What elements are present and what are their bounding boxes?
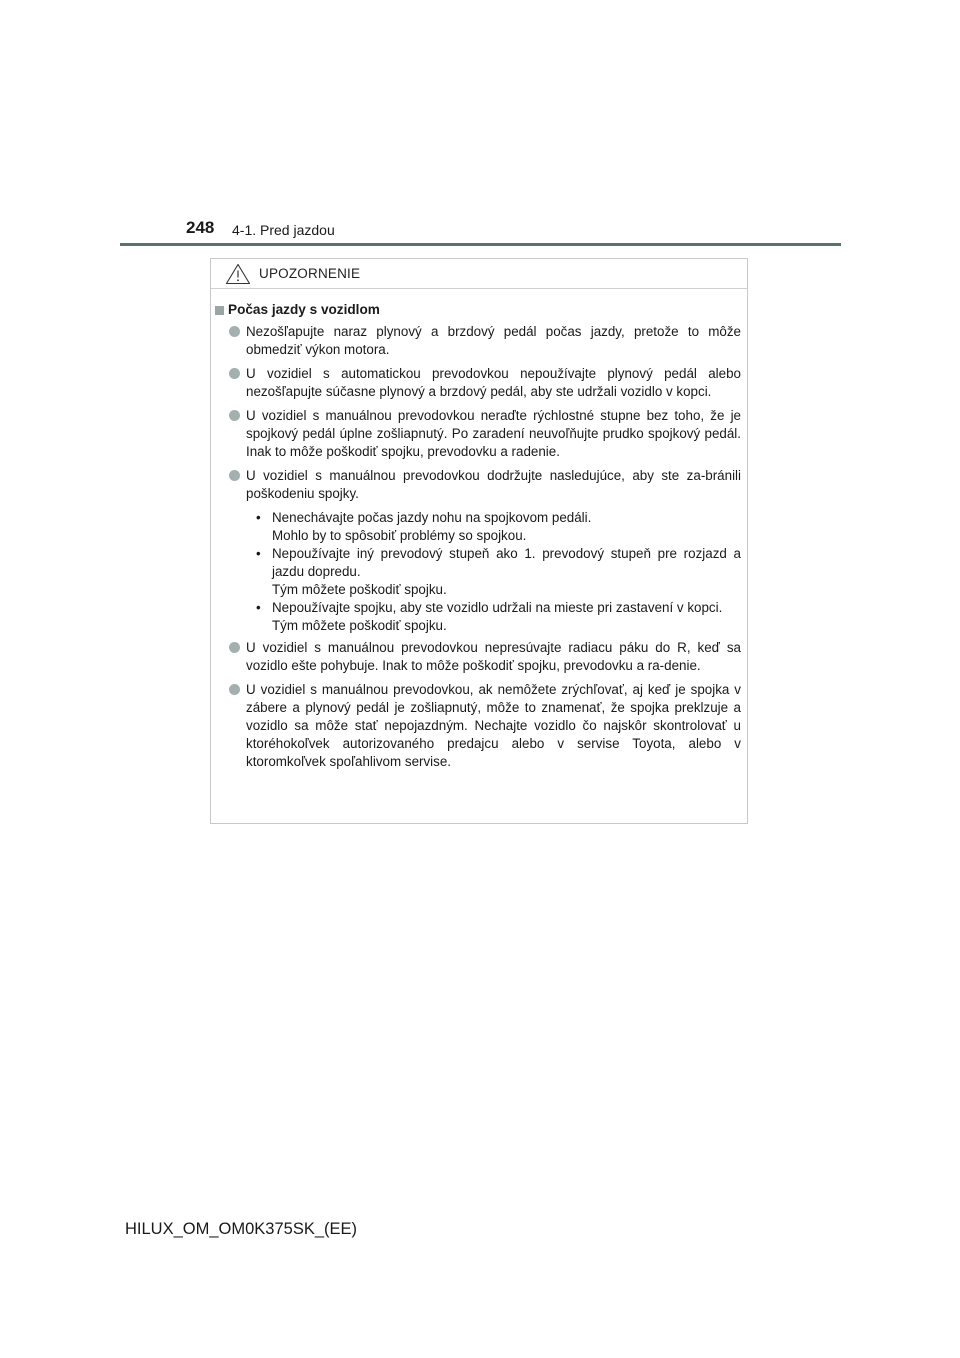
sub-item-note: Tým môžete poškodiť spojku.	[272, 582, 447, 597]
sub-item-note: Tým môžete poškodiť spojku.	[272, 618, 447, 633]
sub-list-item	[256, 545, 741, 599]
sub-list-item	[256, 509, 741, 545]
warning-header	[211, 259, 747, 289]
list-item-text: U vozidiel s manuálnou prevodovkou neraďte rýchlostné stupne bez toho, že je spojkový pedál úplne zošliapnutý. Po zaradení neuvoľňujte prudko spojkový pedál. Inak to môže poškodiť spojku, prevodovku a radenie.	[246, 408, 741, 459]
warning-heading-text: Počas jazdy s vozidlom	[228, 302, 380, 317]
sub-item-text: Nepoužívajte spojku, aby ste vozidlo udržali na mieste pri zastavení v kopci.	[272, 600, 723, 615]
list-item	[215, 407, 741, 461]
warning-label: UPOZORNENIE	[259, 266, 361, 281]
sub-bullet-icon: •	[256, 546, 261, 561]
list-item	[215, 323, 741, 359]
warning-box	[210, 258, 748, 824]
list-item-text: U vozidiel s manuálnou prevodovkou dodržujte nasledujúce, aby ste za-bránili poškodeniu spojky.	[246, 468, 741, 501]
header-rule	[120, 243, 841, 246]
warning-heading	[215, 301, 741, 319]
sub-bullet-icon: •	[256, 600, 261, 615]
bullet-dot-icon	[229, 684, 240, 695]
sub-item-note: Mohlo by to spôsobiť problémy so spojkou.	[272, 528, 527, 543]
bullet-dot-icon	[229, 410, 240, 421]
warning-triangle-icon	[225, 263, 251, 285]
list-item	[215, 639, 741, 675]
section-title: 4-1. Pred jazdou	[232, 222, 335, 238]
sub-list-item	[256, 599, 741, 635]
list-item	[215, 365, 741, 401]
list-item-text: Nezošľapujte naraz plynový a brzdový pedál počas jazdy, pretože to môže obmedziť výkon motora.	[246, 324, 741, 357]
sub-item-text: Nepoužívajte iný prevodový stupeň ako 1. prevodový stupeň pre rozjazd a jazdu dopredu.	[272, 546, 741, 579]
bullet-dot-icon	[229, 368, 240, 379]
bullet-dot-icon	[229, 326, 240, 337]
page-number: 248	[186, 218, 215, 237]
list-item	[215, 681, 741, 771]
document-code: HILUX_OM_OM0K375SK_(EE)	[125, 1220, 358, 1238]
list-item-text: U vozidiel s manuálnou prevodovkou, ak nemôžete zrýchľovať, aj keď je spojka v zábere a plynový pedál je zošliapnutý, môže to znamenať, že spojka preklzuje a vozidlo sa môže stať nepojazdným. Nechajte vozidlo čo najskôr skontrolovať u ktoréhokoľvek autorizovaného predajcu alebo v servise Toyota, alebo v ktoromkoľvek spoľahlivom servise.	[246, 682, 741, 769]
warning-body	[211, 289, 747, 771]
list-item	[215, 467, 741, 503]
list-item-text: U vozidiel s automatickou prevodovkou nepoužívajte plynový pedál alebo nezošľapujte súčasne plynový a brzdový pedál, aby ste udržali vozidlo v kopci.	[246, 366, 741, 399]
list-item-text: U vozidiel s manuálnou prevodovkou nepresúvajte radiacu páku do R, keď sa vozidlo ešte pohybuje. Inak to môže poškodiť spojku, prevodovku a ra-denie.	[246, 640, 741, 673]
bullet-dot-icon	[229, 470, 240, 481]
sub-item-text: Nenechávajte počas jazdy nohu na spojkovom pedáli.	[272, 510, 592, 525]
sub-list	[256, 509, 741, 635]
square-bullet-icon	[215, 306, 224, 315]
sub-bullet-icon: •	[256, 510, 261, 525]
bullet-dot-icon	[229, 642, 240, 653]
